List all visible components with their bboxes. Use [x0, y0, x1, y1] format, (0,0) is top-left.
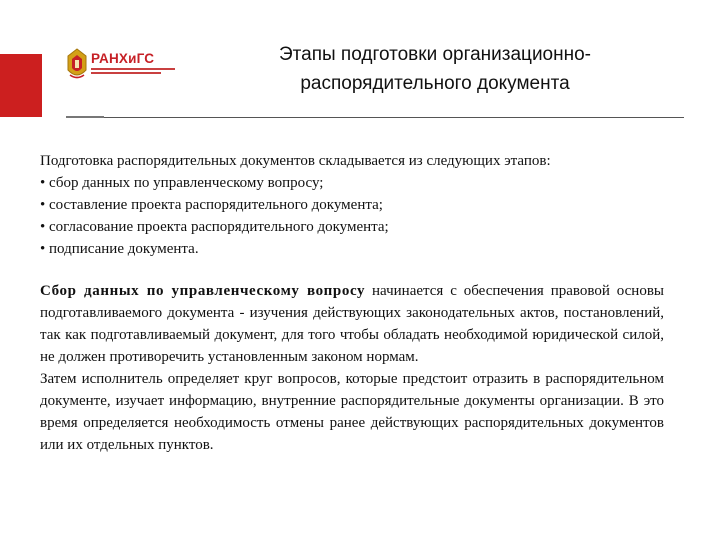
section-paragraph-2: Затем исполнитель определяет круг вопросов, которые предстоит отразить в распорядительном документе, изучает информацию, внутренние распорядительные документы организации. В это время определяется необходимость отмены ранее действующих распорядительных документов или их отдельных пунктов.	[40, 371, 664, 453]
intro-text: Подготовка распорядительных документов складывается из следующих этапов:	[40, 153, 551, 169]
logo-tagline-lines	[91, 68, 175, 76]
section-paragraph-1	[40, 280, 664, 368]
stage-item-3: • согласование проекта распорядительного документа;	[40, 219, 389, 235]
red-accent-block	[0, 54, 42, 117]
section-lead-term: Сбор данных по управленческому вопросу	[40, 283, 366, 299]
page-title-line2: распорядительного документа	[300, 73, 570, 94]
stage-item-4: • подписание документа.	[40, 241, 199, 257]
logo-text: РАНХиГС	[91, 51, 155, 66]
paragraph-gap	[40, 260, 664, 280]
page-title	[200, 40, 670, 98]
logo	[66, 46, 178, 84]
header-divider-accent	[66, 116, 104, 118]
stage-item-2: • составление проекта распорядительного документа;	[40, 197, 383, 213]
header-divider	[66, 117, 684, 118]
document-body	[40, 150, 664, 456]
section-paragraph-1-text: начинается с обеспечения правовой основы подготавливаемого документа - изучения действующих законодательных актов, постановлений, так как подготавливаемый документ, для того чтобы обладать необходимой юридической силой, не должен противоречить установленным законом нормам.	[40, 283, 664, 365]
stage-item-1: • сбор данных по управленческому вопросу;	[40, 175, 324, 191]
ranepa-emblem-icon	[66, 46, 88, 82]
page-title-line1: Этапы подготовки организационно-	[278, 44, 591, 65]
